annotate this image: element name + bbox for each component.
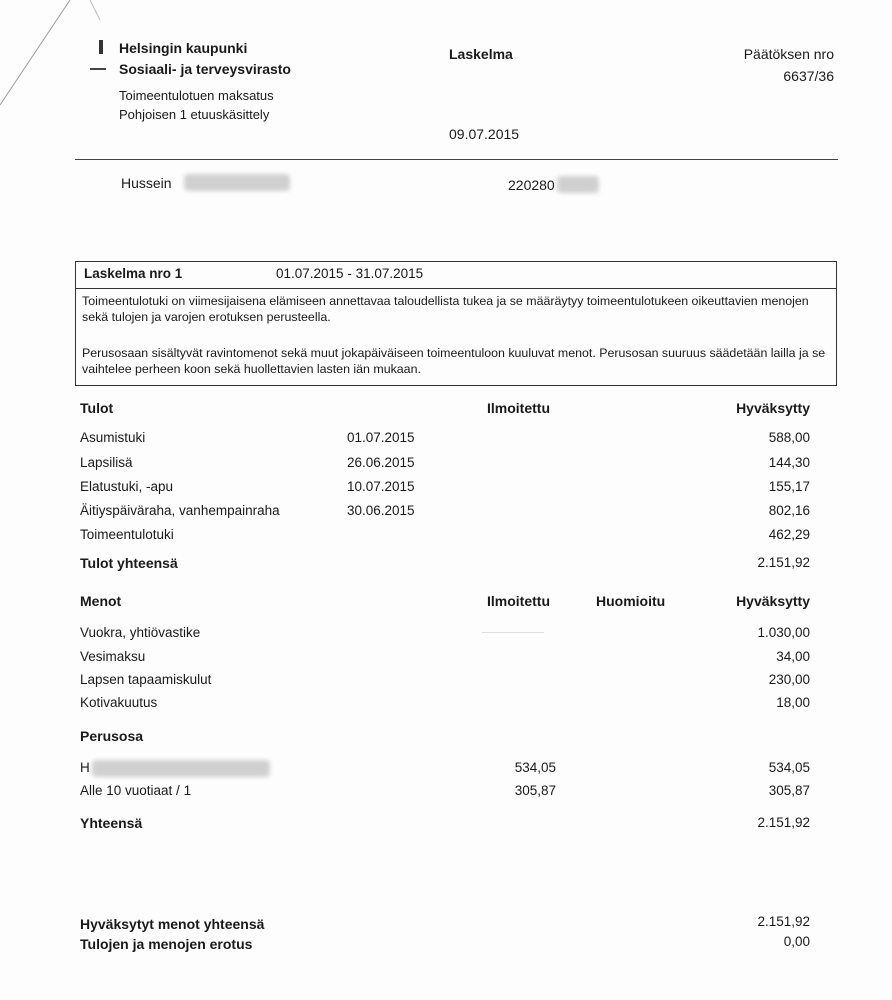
income-row-approved: 802,16 xyxy=(768,503,810,518)
difference-label: Tulojen ja menojen erotus xyxy=(80,936,253,952)
basic-row-reported: 534,05 xyxy=(514,760,556,775)
income-row-date: 01.07.2015 xyxy=(347,430,415,445)
income-col-approved: Hyväksytty xyxy=(736,400,810,416)
expense-row-label: Vesimaksu xyxy=(80,649,146,664)
person-name: Hussein xyxy=(121,175,172,191)
redacted-surname xyxy=(184,174,290,191)
faint-mark xyxy=(482,632,544,633)
redacted-person-name xyxy=(92,760,270,777)
basic-row-reported: 305,87 xyxy=(514,783,556,798)
income-heading: Tulot xyxy=(80,400,114,416)
expense-row-approved: 230,00 xyxy=(768,672,810,687)
expenses-col-considered: Huomioitu xyxy=(596,593,666,609)
scan-fold-mark xyxy=(0,0,110,110)
org-name: Helsingin kaupunki xyxy=(119,40,248,56)
basic-row-approved: 305,87 xyxy=(768,783,810,798)
calculation-title: Laskelma nro 1 xyxy=(84,266,183,281)
basic-heading: Perusosa xyxy=(80,728,144,744)
info-paragraph-2: Perusosaan sisältyvät ravintomenot sekä muut jokapäiväiseen toimeentuloon kuuluvat menot. Perusosan suuruus säädetään lailla ja se vaihtelee perheen koon sekä huollettavien lasten iän mukaan. xyxy=(82,346,826,376)
expense-row-approved: 1.030,00 xyxy=(757,625,810,640)
expense-row-label: Lapsen tapaamiskulut xyxy=(80,672,212,687)
income-row-date: 30.06.2015 xyxy=(347,503,415,518)
expenses-col-approved: Hyväksytty xyxy=(736,593,810,609)
income-total-value: 2.151,92 xyxy=(757,555,810,570)
difference-value: 0,00 xyxy=(783,934,810,949)
redacted-id xyxy=(557,176,599,193)
unit-name: Toimeentulotuen maksatus xyxy=(119,88,274,103)
basic-total-value: 2.151,92 xyxy=(757,815,810,830)
org-department: Sosiaali- ja terveysvirasto xyxy=(119,61,291,77)
basic-row-label: Alle 10 vuotiaat / 1 xyxy=(80,783,192,798)
basic-row-label: H xyxy=(80,760,90,775)
calculation-period: 01.07.2015 - 31.07.2015 xyxy=(276,266,424,281)
income-total-label: Tulot yhteensä xyxy=(80,555,178,571)
decision-label: Päätöksen nro xyxy=(743,46,834,62)
income-row-label: Lapsilisä xyxy=(80,455,133,470)
box-divider xyxy=(76,288,836,289)
expense-row-label: Vuokra, yhtiövastike xyxy=(80,625,201,640)
basic-row-approved: 534,05 xyxy=(768,760,810,775)
income-row-label: Toimeentulotuki xyxy=(80,527,174,542)
income-row-approved: 144,30 xyxy=(768,455,810,470)
expenses-col-reported: Ilmoitettu xyxy=(487,593,550,609)
expense-row-approved: 34,00 xyxy=(776,649,810,664)
person-id: 220280 xyxy=(508,177,555,193)
sub-unit-name: Pohjoisen 1 etuuskäsittely xyxy=(119,107,270,122)
info-paragraph-1: Toimeentulotuki on viimesijaisena elämiseen annettavaa taloudellista tukea ja se määräytyy toimeentulotukeen oikeuttavien menojen sekä tulojen ja varojen erotuksen perusteella. xyxy=(82,294,809,324)
staple-mark xyxy=(99,40,103,54)
header-divider xyxy=(75,159,838,160)
approved-expenses-label: Hyväksytyt menot yhteensä xyxy=(80,916,265,932)
approved-expenses-value: 2.151,92 xyxy=(757,914,810,929)
income-row-date: 10.07.2015 xyxy=(347,479,415,494)
income-row-approved: 588,00 xyxy=(768,430,810,445)
document-type: Laskelma xyxy=(449,46,513,62)
income-row-approved: 155,17 xyxy=(768,479,810,494)
decision-number: 6637/36 xyxy=(783,68,834,84)
expense-row-label: Kotivakuutus xyxy=(80,695,158,710)
calculation-box xyxy=(75,261,837,386)
income-row-date: 26.06.2015 xyxy=(347,455,415,470)
income-row-label: Elatustuki, -apu xyxy=(80,479,174,494)
document-date: 09.07.2015 xyxy=(449,126,520,142)
income-col-reported: Ilmoitettu xyxy=(487,400,550,416)
income-row-label: Äitiyspäiväraha, vanhempainraha xyxy=(80,503,280,518)
income-row-approved: 462,29 xyxy=(768,527,810,542)
basic-total-label: Yhteensä xyxy=(80,815,143,831)
income-row-label: Asumistuki xyxy=(80,430,146,445)
expense-row-approved: 18,00 xyxy=(776,695,810,710)
staple-mark xyxy=(90,68,106,70)
expenses-heading: Menot xyxy=(80,593,122,609)
